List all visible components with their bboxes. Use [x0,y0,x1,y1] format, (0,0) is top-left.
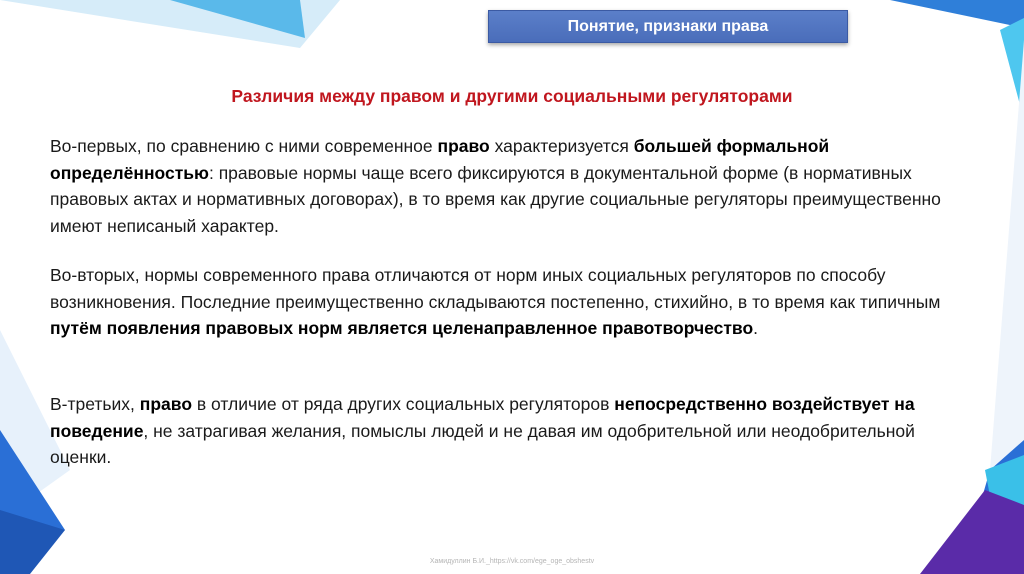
p3-bold-1: право [139,394,193,414]
p3-text-3: , не затрагивая желания, помыслы людей и не давая им одобрительной или неодобрительной оценки. [50,420,915,467]
p2-text-2: . [753,318,759,338]
p1-text-3: : правовые нормы чаще всего фиксируются в документальной форме (в нормативных правовых актах и нормативных договорах), в то время как другие социальные регуляторы преимущественно имеют неписаный характер. [50,162,941,236]
p3-text-2: в отличие от ряда других социальных регуляторов [192,394,615,414]
p1-text-2: характеризуется [489,136,634,156]
paragraph-first [50,133,970,239]
p1-bold-1: право [437,136,490,156]
slide-title-box [488,10,848,43]
p1-text-1: Во-первых, по сравнению с ними современное [50,136,438,156]
p3-text-1: В-третьих, [50,394,140,414]
slide-subtitle: Различия между правом и другими социальными регуляторами [231,86,793,106]
p2-bold-1: путём появления правовых норм является целенаправленное правотворчество [50,318,754,338]
paragraph-third [50,391,970,471]
paragraph-second [50,262,970,342]
footer-credit: Хамидуллин Б.И._https://vk.com/ege_oge_obshestv [429,558,595,565]
p2-text-1: Во-вторых, нормы современного права отличаются от норм иных социальных регуляторов по способу возникновения. Последние преимущественно складываются постепенно, стихийно, в то время как типичным [50,265,941,312]
p3-bold-2: непосредственно воздействует на поведение [50,394,915,441]
slide-title: Понятие, признаки права [567,17,769,35]
p1-bold-2: большей формальной определённостью [50,136,830,183]
